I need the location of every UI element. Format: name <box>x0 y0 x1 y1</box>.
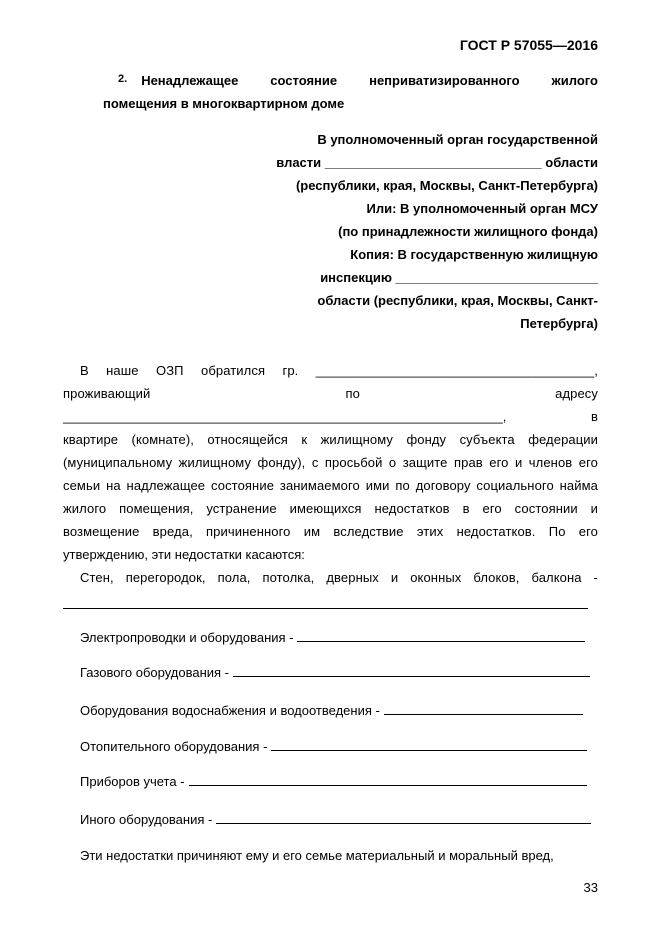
addressee-line: (республики, края, Москвы, Санкт-Петербурга) <box>295 178 598 193</box>
field-label: Приборов учета - <box>80 774 185 789</box>
section-title-line1 <box>118 73 598 88</box>
field-label: Иного оборудования - <box>80 812 213 827</box>
defect-field-electrical <box>80 629 585 645</box>
body-line: возмещение вреда, причиненного им вследствие этих недостатков. По его <box>63 524 598 539</box>
addressee-line: Петербурга) <box>520 316 598 331</box>
field-label: Электропроводки и оборудования - <box>80 630 294 645</box>
body-line: ____________________________________________________________, в <box>63 409 598 424</box>
body-line: утверждению, эти недостатки касаются: <box>63 547 305 562</box>
field-label: Отопительного оборудования - <box>80 739 268 754</box>
addressee-line: области (республики, края, Москвы, Санкт- <box>317 293 598 308</box>
field-blank-input[interactable] <box>233 664 590 677</box>
body-line: семьи на надлежащее состояние занимаемого ими по договору социального найма <box>63 478 598 493</box>
page-number: 33 <box>583 880 598 895</box>
addressee-line: (по принадлежности жилищного фонда) <box>338 224 598 239</box>
defect-field-meters <box>80 773 587 789</box>
field-blank-input[interactable] <box>216 811 591 824</box>
addressee-line: В уполномоченный орган государственной <box>317 132 598 147</box>
addressee-line: Копия: В государственную жилищную <box>350 247 598 262</box>
section-number: 2. <box>118 73 128 85</box>
section-title-line2: помещения в многоквартирном доме <box>103 96 345 111</box>
section-title-word: Ненадлежащее <box>141 73 239 88</box>
standard-code-header: ГОСТ Р 57055—2016 <box>459 37 598 53</box>
field-label: Оборудования водоснабжения и водоотведения - <box>80 703 380 718</box>
walls-blank[interactable] <box>63 596 588 609</box>
closing-line: Эти недостатки причиняют ему и его семье материальный и моральный вред, <box>80 848 554 863</box>
field-blank-input[interactable] <box>297 629 585 642</box>
defect-field-gas <box>80 664 590 680</box>
field-blank-input[interactable] <box>189 773 587 786</box>
section-title-word: жилого <box>551 73 598 88</box>
defect-field-heating <box>80 738 587 754</box>
addressee-line: инспекцию ____________________________ <box>320 270 598 285</box>
field-blank-input[interactable] <box>384 702 583 715</box>
addressee-line: власти ______________________________ области <box>276 155 598 170</box>
body-line: жилого помещения, устранение имеющихся недостатков в его состоянии и <box>63 501 598 516</box>
body-line: В наше ОЗП обратился гр. ______________________________________, <box>80 363 598 378</box>
defect-field-water <box>80 702 583 718</box>
body-line: квартире (комнате), относящейся к жилищному фонду субъекта федерации <box>63 432 598 447</box>
body-line: (муниципальному жилищному фонду), с просьбой о защите прав его и членов его <box>63 455 598 470</box>
defect-field-other <box>80 811 591 827</box>
addressee-line: Или: В уполномоченный орган МСУ <box>366 201 598 216</box>
section-title-word <box>118 73 238 88</box>
section-title-word: неприватизированного <box>369 73 520 88</box>
walls-line: Стен, перегородок, пола, потолка, дверных и оконных блоков, балкона - <box>80 570 598 585</box>
field-blank-input[interactable] <box>271 738 587 751</box>
section-title-word: состояние <box>270 73 338 88</box>
body-line: проживающий по адресу <box>63 386 598 401</box>
field-label: Газового оборудования - <box>80 665 230 680</box>
